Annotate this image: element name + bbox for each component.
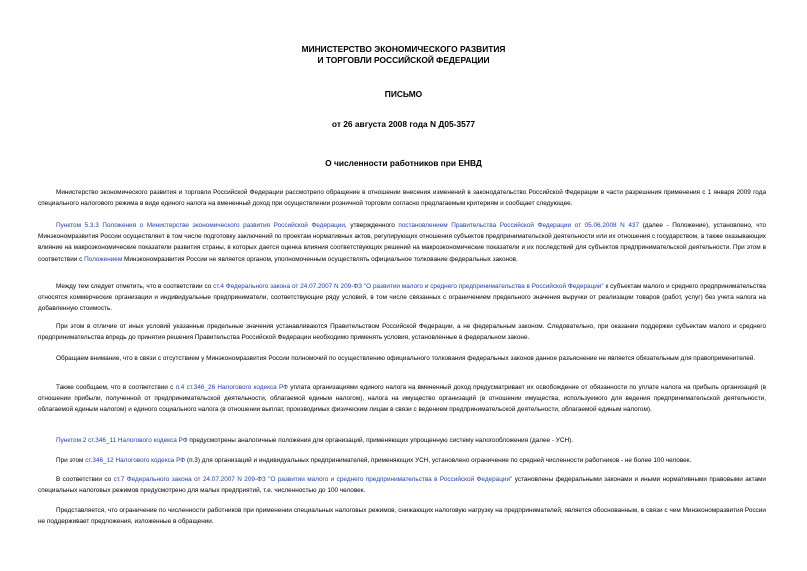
document-date: от 26 августа 2008 года N Д05-3577 (331, 119, 476, 129)
paragraph-1: Министерство экономического развития и торговли Российской Федерации рассмотрело обращение в отношении внесения изменений в законодательство Российской Федерации в части разрешения применения с 1 января 2009 года специального налогового режима в виде единого налога на вмененный доход при осуществлении розничной торговли согласно предлагаемым критериям и сообщает следующее. (38, 189, 766, 208)
link-tax-code-346-12[interactable]: ст.346_12 Налогового кодекса РФ (85, 457, 186, 464)
paragraph-6: Также сообщаем, что в соответствии с п.4 ст.346_26 Налогового кодекса РФ уплата организациями единого налога на вмененный доход предусматривает их освобождение от обязанности по уплате налога на прибыль организаций (в отношении прибыли, полученной от предпринимательской деятельности, облагаемой единым налогом), налога на имущество организаций (в отношении имущества, используемого для ведения предпринимательской деятельности, облагаемой единым налогом) и единого социального налога (в отношении выплат, производимых физическим лицам в связи с ведением предпринимательской деятельности, облагаемой единым налогом). (38, 384, 766, 414)
link-tax-code-346-11[interactable]: Пунктом 2 ст.346_11 Налогового кодекса РФ (56, 437, 188, 444)
document-title: О численности работников при ЕНВД (325, 158, 482, 168)
paragraph-10: Представляется, что ограничение по численности работников при применении специальных налоговых режимов, снижающих налоговую нагрузку на предпринимателей, является обоснованным, в связи с чем Минэкономразвития России не поддерживает предложения, изложенные в обращении. (38, 507, 766, 526)
link-regulation-clause[interactable]: Пунктом 5.3.3 Положения о Министерстве экономического развития Российской Федерации (56, 222, 345, 229)
paragraph-3: Между тем следует отметить, что в соответствии со ст.4 Федерального закона от 24.07.2007 N 209-ФЗ "О развитии малого и среднего предпринимательства в Российской Федерации" к субъектам малого и среднего предпринимательства относятся коммерческие организации и индивидуальные предприниматели, соответствующие ряду условий, в том числе связанных с ограничением предельного значения выручки от реализации товаров (работ, услуг) без учета налога на добавленную стоимость. (38, 283, 766, 313)
ministry-line-1: МИНИСТЕРСТВО ЭКОНОМИЧЕСКОГО РАЗВИТИЯ (301, 44, 506, 54)
link-tax-code-346-26[interactable]: п.4 ст.346_26 Налогового кодекса РФ (175, 384, 288, 391)
paragraph-5: Обращаем внимание, что в связи с отсутствием у Минэкономразвития России полномочий по осуществлению официального толкования федеральных законов данное разъяснение не является обязательным для правоприменителей. (56, 355, 756, 362)
paragraph-2: Пунктом 5.3.3 Положения о Министерстве экономического развития Российской Федерации, утвержденного постановлением Правительства Российской Федерации от 05.06.2008 N 437 (далее - Положение), установлено, что Минэкономразвития России осуществляет в том числе подготовку заключений по проектам нормативных актов, регулирующих отношения субъектов предпринимательской деятельности или их отношения с государством, а также оказывающих влияние на макроэкономические показатели развития страны, в которых дается оценка влияния соответствующих решений на макроэкономические показатели и их последствий для субъектов предпринимательской деятельности. При этом в соответствии с Положением Минэкономразвития России не является органом, уполномоченным осуществлять официальное толкование федеральных законов. (38, 222, 767, 263)
link-regulation[interactable]: Положением (84, 255, 123, 263)
document-type: ПИСЬМО (384, 89, 423, 99)
ministry-line-2: И ТОРГОВЛИ РОССИЙСКОЙ ФЕДЕРАЦИИ (317, 55, 490, 65)
paragraph-7: Пунктом 2 ст.346_11 Налогового кодекса РФ предусмотрены аналогичные положения для организаций, применяющих упрощенную систему налогообложения (далее - УСН). (56, 437, 573, 444)
paragraph-9: В соответствии со ст.7 Федерального закона от 24.07.2007 N 209-ФЗ "О развитии малого и среднего предпринимательства в Российской Федерации" установлены федеральными законами и иными нормативными правовыми актами специальных налоговых режимов предусмотрено для малых предприятий, т.е. численностью до 100 человек. (38, 476, 766, 495)
ministry-heading (0, 44, 807, 66)
paragraph-8: При этом ст.346_12 Налогового кодекса РФ (п.3) для организаций и индивидуальных предпринимателей, применяющих УСН, установлено ограничение по средней численности работников - не более 100 человек. (56, 457, 692, 464)
link-federal-law-art7[interactable]: ст.7 Федерального закона от 24.07.2007 N 209-ФЗ "О развитии малого и среднего предпринимательства в Российской Федерации" (113, 476, 513, 483)
link-federal-law-art4[interactable]: ст.4 Федерального закона от 24.07.2007 N 209-ФЗ "О развитии малого и среднего предпринимательства в Российской Федерации" (213, 283, 604, 290)
paragraph-4: При этом в отличие от иных условий указанные предельные значения устанавливаются Правительством Российской Федерации, а не федеральным законом. Следовательно, при оказании поддержки субъектам малого и среднего предпринимательства впредь до принятия решения Правительства Российской Федерации необходимо применять условия, установленные в федеральном законе. (38, 323, 766, 342)
link-government-decree[interactable]: постановлением Правительства Российской Федерации от 05.06.2008 N 437 (398, 222, 640, 229)
